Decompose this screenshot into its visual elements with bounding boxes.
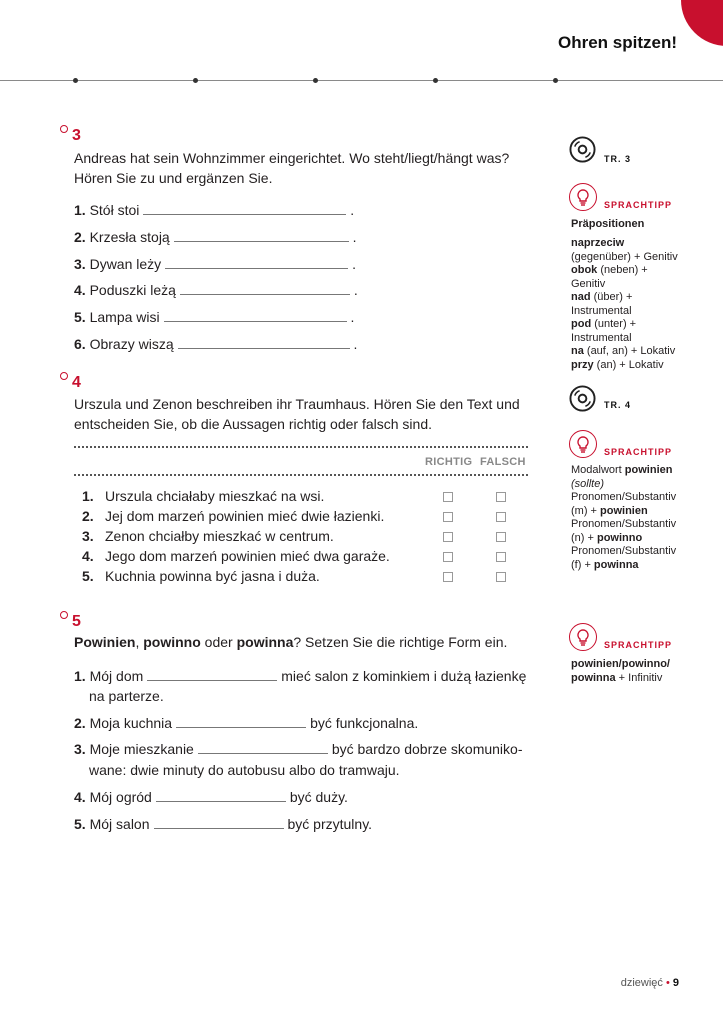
tip-line	[571, 464, 686, 478]
item-text: Dywan leży	[89, 256, 162, 272]
item-number: 4.	[74, 282, 86, 298]
tip-keyword: pod	[571, 318, 592, 330]
tip-line	[571, 278, 686, 292]
rule-dot	[553, 78, 558, 83]
item-number: 4.	[74, 789, 86, 805]
tip-line	[571, 345, 686, 359]
answer-blank[interactable]	[147, 679, 277, 681]
tip-line	[571, 559, 686, 573]
answer-blank[interactable]	[165, 267, 348, 269]
statement-text: Urszula chciałaby mieszkać na wsi.	[105, 488, 325, 504]
richtig-checkbox[interactable]	[443, 572, 453, 582]
list-item	[74, 336, 357, 352]
tip-text: Genitiv	[571, 277, 606, 290]
list-item	[74, 309, 354, 325]
answer-blank[interactable]	[198, 752, 328, 754]
tip-line	[571, 237, 686, 251]
list-item	[74, 668, 526, 684]
instruction-line: entscheiden Sie, ob die Aussagen richtig oder falsch sind.	[74, 416, 433, 432]
instruction-line: Andreas hat sein Wohnzimmer eingerichtet. Wo steht/liegt/hängt was?	[74, 150, 510, 166]
page-header-title: Ohren spitzen!	[557, 33, 677, 52]
statement-text: Kuchnia powinna być jasna i duża.	[105, 568, 320, 584]
list-item	[74, 256, 356, 272]
tip-body	[571, 658, 686, 685]
answer-blank[interactable]	[176, 726, 306, 728]
item-number: 3.	[74, 256, 86, 272]
page-word: dziewięć	[620, 977, 663, 989]
tip-text: (über) +	[590, 291, 633, 303]
list-item	[74, 816, 372, 832]
item-number: 5.	[82, 568, 94, 584]
rule-dot	[73, 78, 78, 83]
footer-separator: •	[665, 977, 670, 989]
instruction-sep: ,	[135, 634, 144, 650]
item-text: być przytulny.	[287, 816, 373, 832]
tip-line: powinien/powinno/	[571, 658, 670, 670]
item-number: 5.	[74, 816, 86, 832]
exercise-3-number: 3	[72, 127, 81, 144]
item-text: mieć salon z kominkiem i dużą łazienkę	[281, 668, 527, 684]
list-item	[74, 715, 418, 731]
richtig-checkbox[interactable]	[443, 512, 453, 522]
richtig-checkbox[interactable]	[443, 532, 453, 542]
item-text: Stół stoi	[89, 202, 140, 218]
rule-dot	[193, 78, 198, 83]
item-text: Krzesła stoją	[89, 229, 170, 245]
item-text: Lampa wisi	[89, 309, 160, 325]
answer-blank[interactable]	[164, 320, 347, 322]
tip-line	[571, 532, 686, 546]
sprachtipp-label: SPRACHTIPP	[604, 447, 673, 457]
column-header-falsch: FALSCH	[480, 456, 526, 468]
cd-icon[interactable]	[569, 385, 596, 412]
tip-title: Präpositionen	[571, 218, 645, 230]
table-divider	[74, 474, 528, 476]
tip-keyword: nad	[571, 291, 591, 303]
exercise-bullet	[60, 611, 68, 619]
tip-line	[571, 318, 686, 332]
tip-line: (sollte)	[571, 477, 605, 490]
tip-keyword: powinien	[624, 464, 673, 476]
item-end: .	[352, 229, 357, 245]
tip-line: Pronomen/Substantiv	[571, 491, 677, 503]
item-number: 2.	[74, 229, 86, 245]
tip-text: (f) +	[571, 558, 594, 571]
item-text: Mój salon	[89, 816, 150, 832]
tip-line	[571, 264, 686, 278]
tip-keyword: przy	[571, 358, 594, 371]
answer-blank[interactable]	[180, 293, 350, 295]
statement-text: Jej dom marzeń powinien mieć dwie łazienki.	[105, 508, 385, 524]
instruction-line: Urszula und Zenon beschreiben ihr Traumhaus. Hören Sie den Text und	[74, 396, 520, 412]
table-divider	[74, 446, 528, 448]
tip-line	[571, 291, 686, 305]
form-word: Powinien	[74, 634, 136, 650]
falsch-checkbox[interactable]	[496, 552, 506, 562]
tip-text: Instrumental	[571, 304, 632, 317]
answer-blank[interactable]	[156, 800, 286, 802]
tip-line	[571, 251, 686, 265]
item-number: 6.	[74, 336, 86, 352]
exercise-3-instruction	[74, 148, 534, 188]
item-continuation: na parterze.	[89, 688, 164, 704]
tip-keyword: powinna	[571, 671, 616, 684]
list-item	[74, 741, 523, 757]
item-number: 5.	[74, 309, 86, 325]
tip-line	[571, 305, 686, 319]
answer-blank[interactable]	[178, 347, 350, 349]
item-number: 2.	[74, 715, 86, 731]
form-word: powinno	[143, 634, 201, 650]
item-number: 1.	[74, 202, 86, 218]
tip-text: (neben) +	[597, 264, 648, 276]
item-number: 1.	[74, 668, 86, 684]
tip-text: (gegenüber) + Genitiv	[571, 250, 678, 263]
track-label: TR. 4	[604, 400, 632, 410]
answer-blank[interactable]	[143, 213, 346, 215]
item-text: Mój dom	[89, 668, 144, 684]
page-footer	[621, 977, 679, 989]
falsch-checkbox[interactable]	[496, 572, 506, 582]
exercise-5-number: 5	[72, 613, 81, 630]
tip-line	[571, 672, 686, 686]
richtig-checkbox[interactable]	[443, 492, 453, 502]
column-header-richtig: RICHTIG	[425, 456, 473, 468]
item-continuation: wane: dwie minuty do autobusu albo do tramwaju.	[89, 762, 400, 778]
item-number: 2.	[82, 508, 94, 524]
list-item	[74, 789, 348, 805]
tip-line	[571, 332, 686, 346]
item-end: .	[353, 336, 358, 352]
list-item	[74, 202, 354, 218]
tip-text: (n) +	[571, 531, 597, 544]
list-item	[74, 229, 357, 245]
tip-body	[571, 464, 686, 572]
richtig-checkbox[interactable]	[443, 552, 453, 562]
page-number: 9	[672, 977, 679, 989]
instruction-line: Hören Sie zu und ergänzen Sie.	[74, 170, 273, 186]
tip-text: Instrumental	[571, 331, 632, 344]
list-item	[74, 282, 358, 298]
tip-keyword: powinna	[593, 558, 639, 571]
rule-dot	[313, 78, 318, 83]
item-number: 1.	[82, 488, 94, 504]
tip-text: + Infinitiv	[615, 671, 663, 684]
answer-blank[interactable]	[154, 827, 284, 829]
item-number: 4.	[82, 548, 94, 564]
tip-keyword: na	[571, 345, 584, 357]
item-text: Moja kuchnia	[89, 715, 173, 731]
tip-body	[571, 237, 686, 372]
form-word: powinna	[236, 634, 294, 650]
exercise-bullet	[60, 125, 68, 133]
exercise-5-instruction	[74, 634, 507, 650]
tip-text: (auf, an) + Lokativ	[583, 345, 676, 357]
exercise-4-instruction	[74, 394, 534, 434]
item-text: być duży.	[289, 789, 348, 805]
exercise-4-number: 4	[72, 374, 81, 391]
falsch-checkbox[interactable]	[496, 532, 506, 542]
instruction-rest: ? Setzen Sie die richtige Form ein.	[293, 634, 508, 650]
lightbulb-icon	[569, 623, 597, 651]
tip-line	[571, 505, 686, 519]
item-number: 3.	[74, 741, 86, 757]
tip-text: Modalwort	[571, 464, 625, 476]
tip-text: (m) +	[571, 504, 601, 517]
item-text: być bardzo dobrze skomuniko-	[331, 741, 523, 757]
exercise-bullet	[60, 372, 68, 380]
falsch-checkbox[interactable]	[496, 492, 506, 502]
statement-text: Jego dom marzeń powinien mieć dwa garaże.	[105, 548, 390, 564]
item-end: .	[350, 309, 355, 325]
track-label: TR. 3	[604, 154, 632, 164]
instruction-sep: oder	[200, 634, 237, 650]
tip-keyword: obok	[571, 264, 598, 276]
item-end: .	[350, 202, 355, 218]
corner-decoration	[681, 0, 723, 46]
item-number: 3.	[82, 528, 94, 544]
answer-blank[interactable]	[174, 240, 349, 242]
item-text: Moje mieszkanie	[89, 741, 194, 757]
item-end: .	[353, 282, 358, 298]
tip-text: (unter) +	[591, 318, 637, 330]
item-text: Mój ogród	[89, 789, 152, 805]
tip-line: Pronomen/Substantiv	[571, 518, 677, 530]
tip-keyword: powinien	[600, 504, 648, 517]
tip-keyword: naprzeciw	[571, 237, 625, 249]
item-end: .	[352, 256, 356, 272]
item-text: Obrazy wiszą	[89, 336, 174, 352]
sprachtipp-label: SPRACHTIPP	[604, 640, 673, 650]
falsch-checkbox[interactable]	[496, 512, 506, 522]
tip-keyword: powinno	[596, 531, 643, 544]
sprachtipp-label: SPRACHTIPP	[604, 200, 673, 210]
tip-line	[571, 359, 686, 373]
tip-text: (an) + Lokativ	[593, 358, 664, 371]
cd-icon[interactable]	[569, 136, 596, 163]
item-text: być funkcjonalna.	[310, 715, 419, 731]
tip-line: Pronomen/Substantiv	[571, 545, 677, 557]
rule-dot	[433, 78, 438, 83]
lightbulb-icon	[569, 183, 597, 211]
header-rule	[0, 80, 723, 81]
lightbulb-icon	[569, 430, 597, 458]
statement-text: Zenon chciałby mieszkać w centrum.	[105, 528, 334, 544]
item-text: Poduszki leżą	[89, 282, 176, 298]
